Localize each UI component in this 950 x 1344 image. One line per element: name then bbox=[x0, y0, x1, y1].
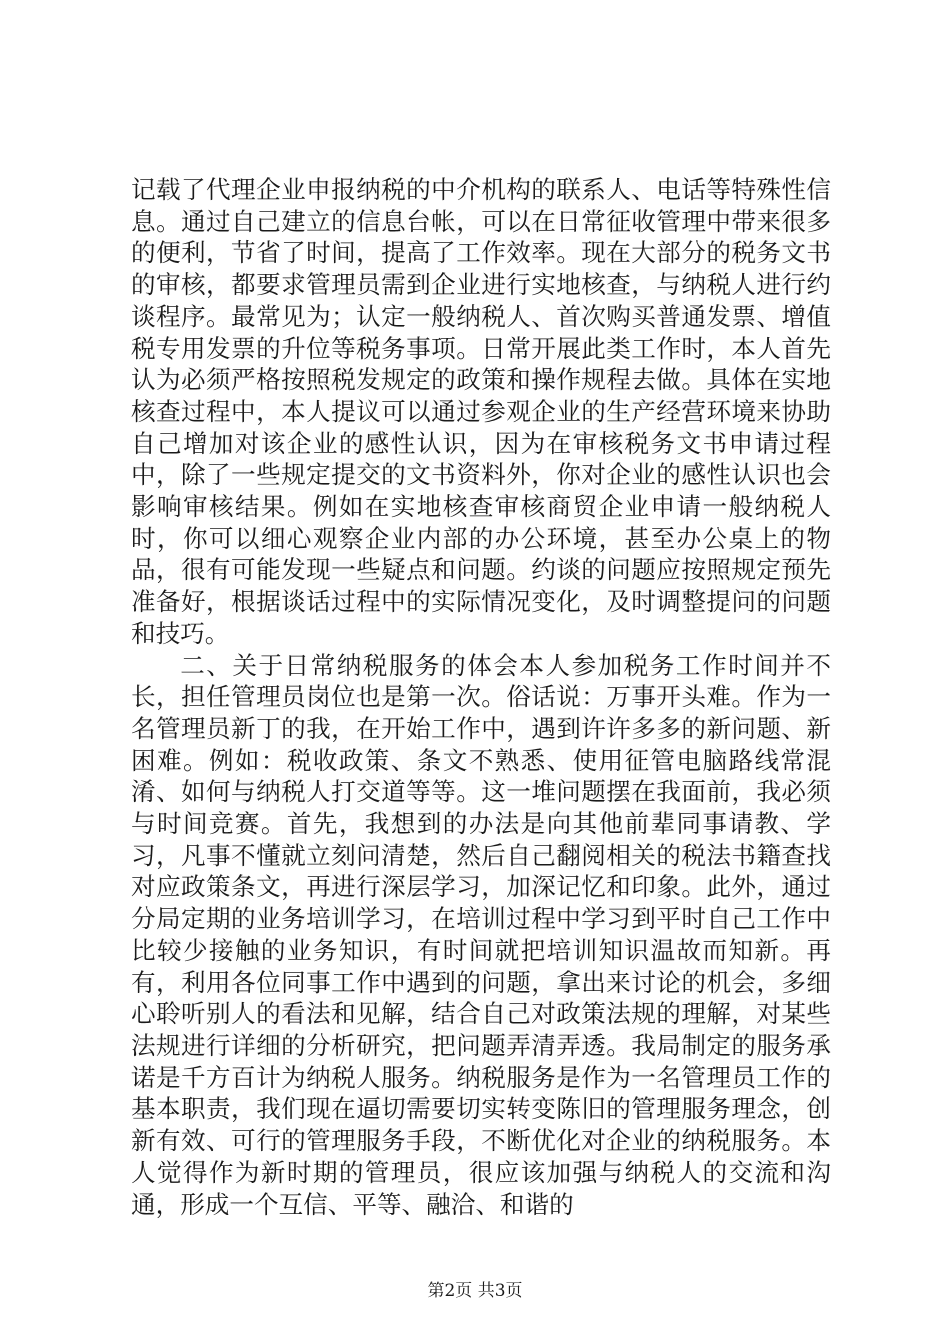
document-body bbox=[131, 174, 831, 1220]
page-number-footer: 第2页 共3页 bbox=[427, 1281, 523, 1301]
paragraph-continuation: 记载了代理企业申报纳税的中介机构的联系人、电话等特殊性信息。通过自己建立的信息台帐，可以在日常征收管理中带来很多的便利，节省了时间，提高了工作效率。现在大部分的税务文书的审核，都要求管理员需到企业进行实地核查，与纳税人进行约谈程序。最常见为；认定一般纳税人、首次购买普通发票、增值税专用发票的升位等税务事项。日常开展此类工作时，本人首先认为必须严格按照税发规定的政策和操作规程去做。具体在实地核查过程中，本人提议可以通过参观企业的生产经营环境来协助自己增加对该企业的感性认识，因为在审核税务文书申请过程中，除了一些规定提交的文书资料外，你对企业的感性认识也会影响审核结果。例如在实地核查审核商贸企业申请一般纳税人时，你可以细心观察企业内部的办公环境，甚至办公桌上的物品，很有可能发现一些疑点和问题。约谈的问题应按照规定预先准备好，根据谈话过程中的实际情况变化，及时调整提问的问题和技巧。 bbox=[131, 175, 831, 648]
paragraph-section-two: 二、关于日常纳税服务的体会本人参加税务工作时间并不长，担任管理员岗位也是第一次。俗话说：万事开头难。作为一名管理员新丁的我，在开始工作中，遇到许许多多的新问题、新困难。例如：税收政策、条文不熟悉、使用征管电脑路线常混淆、如何与纳税人打交道等等。这一堆问题摆在我面前，我必须与时间竞赛。首先，我想到的办法是向其他前辈同事请教、学习，凡事不懂就立刻问清楚，然后自己翻阅相关的税法书籍查找对应政策条文，再进行深层学习，加深记忆和印象。此外，通过分局定期的业务培训学习，在培训过程中学习到平时自己工作中比较少接触的业务知识，有时间就把培训知识温故而知新。再有，利用各位同事工作中遇到的问题，拿出来讨论的机会，多细心聆听别人的看法和见解，结合自己对政策法规的理解，对某些法规进行详细的分析研究，把问题弄清弄透。我局制定的服务承诺是千方百计为纳税人服务。纳税服务是作为一名管理员工作的基本职责，我们现在逼切需要切实转变陈旧的管理服务理念，创新有效、可行的管理服务手段，不断优化对企业的纳税服务。本人觉得作为新时期的管理员，很应该加强与纳税人的交流和沟通，形成一个互信、平等、融洽、和谐的 bbox=[131, 650, 831, 1219]
